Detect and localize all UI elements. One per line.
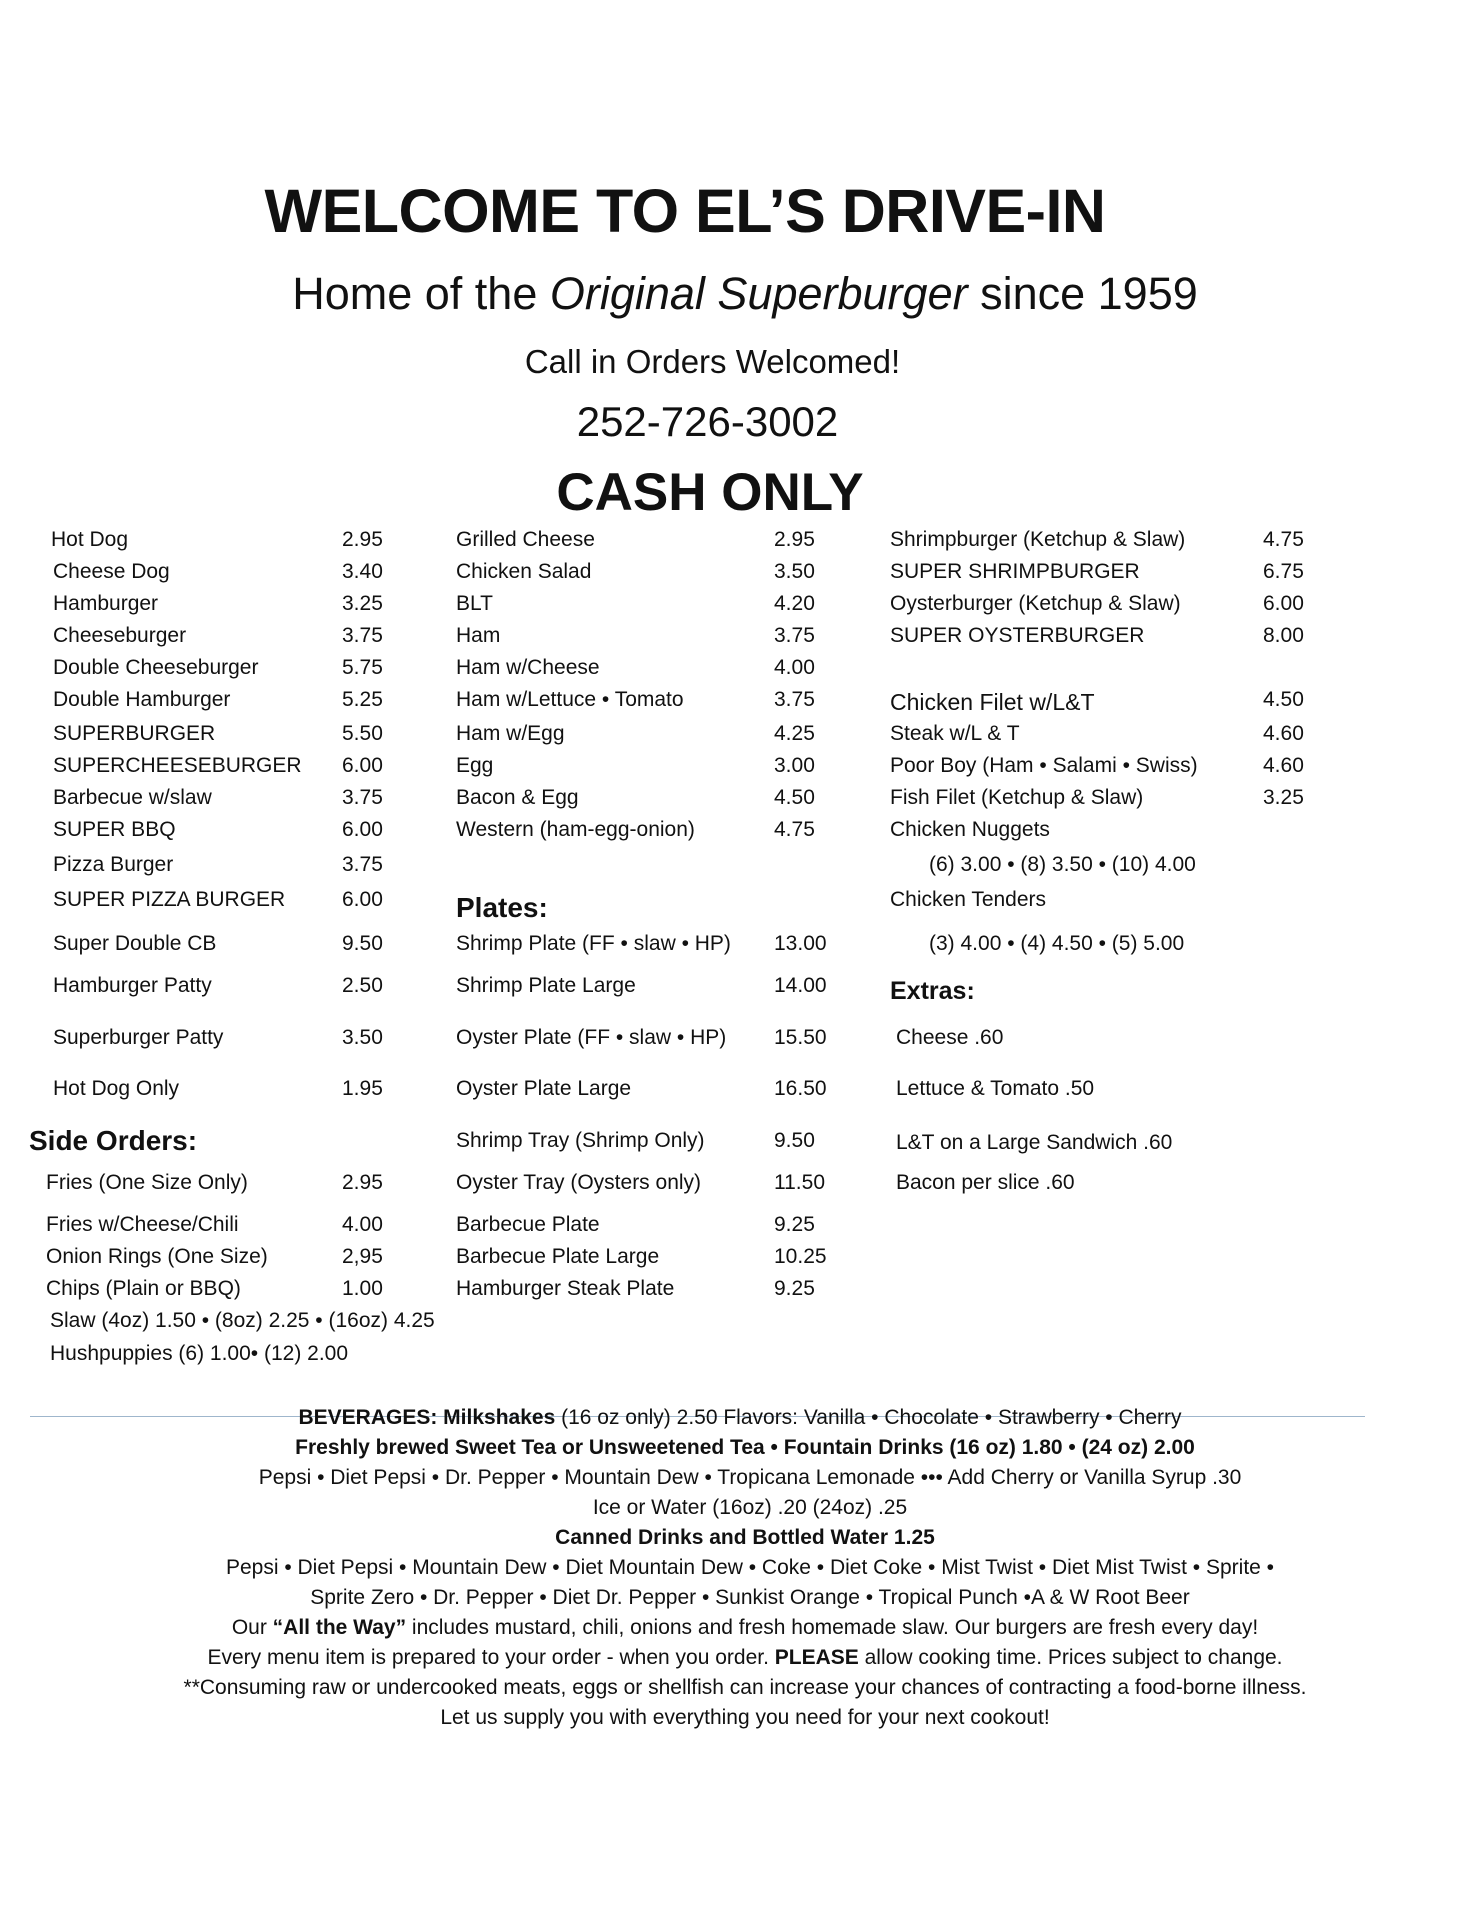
menu-item-name: Fish Filet (Ketchup & Slaw) [890,786,1144,809]
tagline-pre: Home of the [292,268,550,319]
food-warning-line: **Consuming raw or undercooked meats, eggs or shellfish can increase your chances of contracting a food-borne illness. [183,1676,1307,1699]
all-the-way-post: includes mustard, chili, onions and fresh homemade slaw. Our burgers are fresh every day! [406,1616,1259,1639]
menu-item-name: SUPERBURGER [53,722,216,745]
menu-item-name: Steak w/L & T [890,722,1020,745]
menu-item-name: SUPERCHEESEBURGER [53,754,302,777]
beverages-line [0,1406,1484,1430]
menu-item-price: 3.00 [774,754,815,777]
ice-water-line: Ice or Water (16oz) .20 (24oz) .25 [592,1496,908,1519]
tea-fountain-line: Freshly brewed Sweet Tea or Unsweetened Tea • Fountain Drinks (16 oz) 1.80 • (24 oz) 2.00 [295,1436,1195,1459]
menu-item-name: SUPER SHRIMPBURGER [890,560,1140,583]
menu-item-price: 3.50 [342,1026,383,1049]
menu-item-price: 4.60 [1263,754,1304,777]
menu-item-price: 2.95 [342,528,383,551]
hushpuppies-prices: Hushpuppies (6) 1.00• (12) 2.00 [50,1342,349,1365]
menu-item-name: Hamburger [53,592,159,615]
menu-item-price: 6.00 [342,754,383,777]
slaw-prices: Slaw (4oz) 1.50 • (8oz) 2.25 • (16oz) 4.25 [50,1309,435,1332]
tagline-post: since 1959 [967,268,1198,319]
menu-item-name: Ham w/Cheese [456,656,600,679]
menu-item-price: 3.75 [774,688,815,711]
tagline-em: Original Superburger [549,268,968,319]
fountain-flavors-line: Pepsi • Diet Pepsi • Dr. Pepper • Mountain Dew • Tropicana Lemonade ••• Add Cherry or Vanilla Syrup .30 [258,1466,1242,1489]
side-item-price: 4.00 [342,1213,383,1236]
cash-only-notice: CASH ONLY [556,463,864,522]
menu-item-name: Barbecue w/slaw [53,786,212,809]
tenders-label: Chicken Tenders [890,888,1047,911]
plate-item-price: 15.50 [774,1026,827,1049]
plate-item-price: 9.50 [774,1129,815,1152]
menu-item-price: 4.20 [774,592,815,615]
side-item-name: Chips (Plain or BBQ) [46,1277,241,1300]
plate-item-price: 10.25 [774,1245,827,1268]
menu-item-name: Double Cheeseburger [53,656,259,679]
order-notice-post: allow cooking time. Prices subject to change. [858,1646,1283,1669]
extra-item: Cheese .60 [896,1026,1004,1049]
call-in-text: Call in Orders Welcomed! [524,343,901,380]
canned-list-line-1: Pepsi • Diet Pepsi • Mountain Dew • Diet Mountain Dew • Coke • Diet Coke • Mist Twist • Diet Mist Twist • Sprite • [225,1556,1275,1579]
menu-item-price: 2.50 [342,974,383,997]
order-notice-pre: Every menu item is prepared to your order - when you order. [207,1646,775,1669]
menu-item-price: 3.75 [342,853,383,876]
canned-list-line-2: Sprite Zero • Dr. Pepper • Diet Dr. Pepper • Sunkist Orange • Tropical Punch •A & W Root Beer [310,1586,1190,1609]
menu-item-name: Cheese Dog [53,560,170,583]
tenders-prices: (3) 4.00 • (4) 4.50 • (5) 5.00 [929,932,1185,955]
menu-item-name: Chicken Filet w/L&T [890,689,1095,715]
menu-item-price: 6.00 [342,888,383,911]
milkshake-details: (16 oz only) 2.50 Flavors: Vanilla • Chocolate • Strawberry • Cherry [555,1406,1182,1429]
menu-item-price: 1.95 [342,1077,383,1100]
menu-item-price: 8.00 [1263,624,1304,647]
menu-item-name: SUPER OYSTERBURGER [890,624,1145,647]
side-item-name: Onion Rings (One Size) [46,1245,268,1268]
menu-item-price: 6.00 [1263,592,1304,615]
menu-item-price: 5.75 [342,656,383,679]
menu-item-name: Super Double CB [53,932,217,955]
side-orders-heading: Side Orders: [29,1125,198,1156]
menu-item-price: 4.50 [774,786,815,809]
page-title: WELCOME TO EL’S DRIVE-IN [264,177,1106,245]
menu-item-price: 6.00 [342,818,383,841]
order-notice-line [0,1646,1484,1670]
menu-item-price: 3.75 [342,624,383,647]
menu-item-name: Shrimpburger (Ketchup & Slaw) [890,528,1186,551]
menu-item-price: 4.00 [774,656,815,679]
menu-item-name: Pizza Burger [53,853,174,876]
menu-item-price: 4.25 [774,722,815,745]
plates-heading: Plates: [456,892,548,923]
menu-item-name: Poor Boy (Ham • Salami • Swiss) [890,754,1198,777]
menu-item-price: 3.75 [342,786,383,809]
menu-item-price: 4.60 [1263,722,1304,745]
plate-item-name: Oyster Plate Large [456,1077,632,1100]
menu-item-price: 4.75 [1263,528,1304,551]
plate-item-name: Barbecue Plate [456,1213,600,1236]
menu-item-name: Oysterburger (Ketchup & Slaw) [890,592,1181,615]
menu-item-price: 3.25 [1263,786,1304,809]
side-item-price: 2,95 [342,1245,383,1268]
menu-item-price: 3.40 [342,560,383,583]
side-item-price: 1.00 [342,1277,383,1300]
plate-item-price: 13.00 [774,932,827,955]
plate-item-name: Shrimp Tray (Shrimp Only) [456,1129,705,1152]
side-item-name: Fries (One Size Only) [46,1171,248,1194]
all-the-way-pre: Our [231,1616,273,1639]
plate-item-name: Barbecue Plate Large [456,1245,660,1268]
phone-number: 252-726-3002 [576,398,839,445]
plate-item-name: Oyster Plate (FF • slaw • HP) [456,1026,727,1049]
menu-item-price: 3.50 [774,560,815,583]
extras-heading: Extras: [890,977,975,1005]
extra-item: Bacon per slice .60 [896,1171,1075,1194]
menu-item-name: SUPER BBQ [53,818,176,841]
menu-item-name: SUPER PIZZA BURGER [53,888,286,911]
plate-item-price: 14.00 [774,974,827,997]
menu-item-name: Cheeseburger [53,624,187,647]
plate-item-price: 11.50 [774,1171,825,1194]
plate-item-name: Shrimp Plate (FF • slaw • HP) [456,932,731,955]
cookout-line: Let us supply you with everything you need for your next cookout! [440,1706,1050,1729]
plate-item-price: 16.50 [774,1077,827,1100]
menu-item-price: 5.50 [342,722,383,745]
menu-item-price: 9.50 [342,932,383,955]
extra-item: L&T on a Large Sandwich .60 [896,1131,1173,1154]
tagline [0,268,1484,320]
menu-item-name: Ham w/Lettuce • Tomato [456,688,684,711]
menu-item-name: BLT [456,592,493,615]
plate-item-name: Hamburger Steak Plate [456,1277,675,1300]
menu-item-price: 4.50 [1263,688,1304,711]
plate-item-name: Shrimp Plate Large [456,974,636,997]
all-the-way-line [0,1616,1484,1640]
plate-item-price: 9.25 [774,1277,815,1300]
menu-item-name: Hot Dog [51,528,129,551]
menu-item-name: Double Hamburger [53,688,231,711]
menu-item-price: 3.75 [774,624,815,647]
menu-item-name: Chicken Salad [456,560,592,583]
menu-item-name: Ham [456,624,501,647]
menu-item-name: Hot Dog Only [53,1077,180,1100]
menu-item-name: Superburger Patty [53,1026,224,1049]
menu-item-name: Grilled Cheese [456,528,595,551]
canned-drinks-heading: Canned Drinks and Bottled Water 1.25 [555,1526,935,1549]
side-item-name: Fries w/Cheese/Chili [46,1213,239,1236]
menu-item-price: 2.95 [774,528,815,551]
menu-item-price: 5.25 [342,688,383,711]
menu-item-name: Bacon & Egg [456,786,579,809]
menu-item-name: Western (ham-egg-onion) [456,818,695,841]
menu-item-price: 4.75 [774,818,815,841]
menu-item-price: 3.25 [342,592,383,615]
nuggets-label: Chicken Nuggets [890,818,1050,841]
menu-item-name: Egg [456,754,494,777]
beverages-label: BEVERAGES: Milkshakes [298,1406,556,1429]
plate-item-price: 9.25 [774,1213,815,1236]
nuggets-prices: (6) 3.00 • (8) 3.50 • (10) 4.00 [929,853,1196,876]
menu-item-name: Ham w/Egg [456,722,565,745]
menu-item-price: 6.75 [1263,560,1304,583]
side-item-price: 2.95 [342,1171,383,1194]
plate-item-name: Oyster Tray (Oysters only) [456,1171,702,1194]
menu-item-name: Hamburger Patty [53,974,212,997]
order-notice-bold: PLEASE [774,1646,859,1669]
extra-item: Lettuce & Tomato .50 [896,1077,1095,1100]
all-the-way-bold: “All the Way” [272,1616,407,1639]
